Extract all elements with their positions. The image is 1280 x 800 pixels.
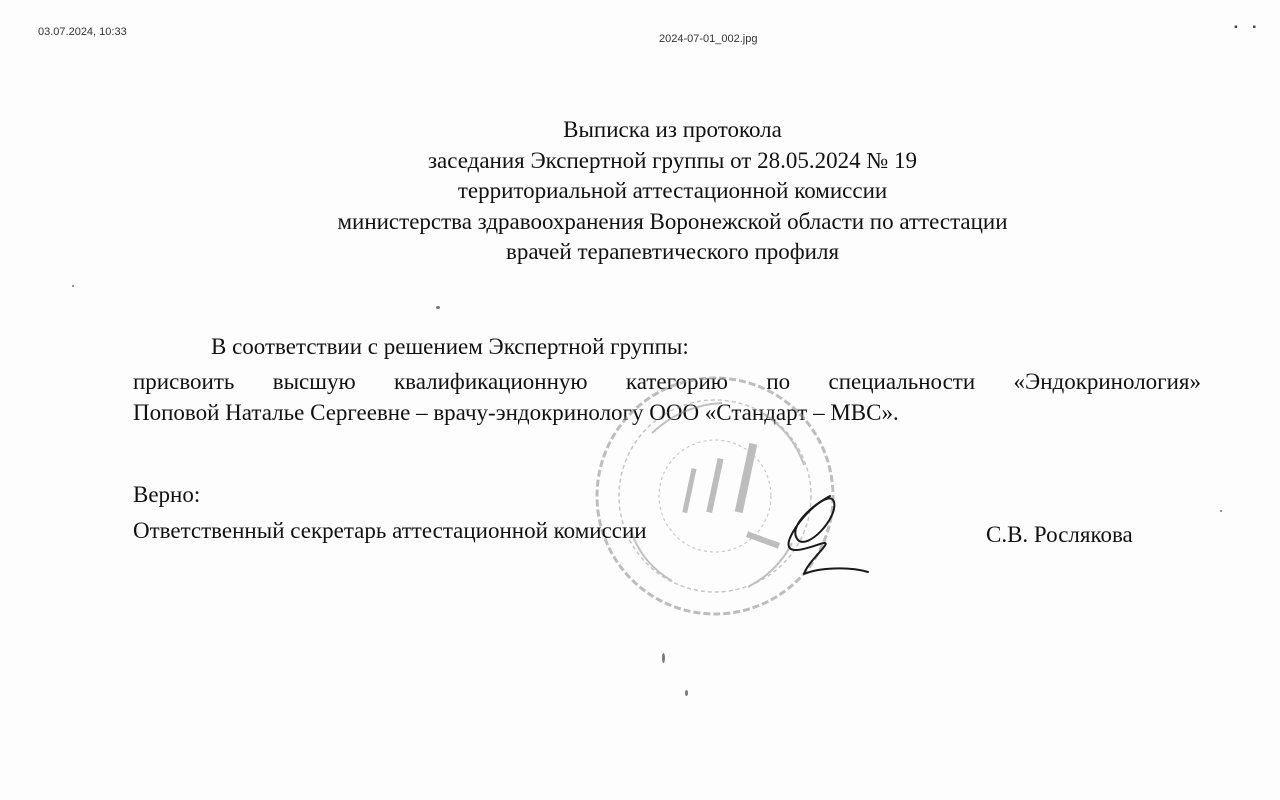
scan-speck xyxy=(685,690,688,696)
decision-line: присвоить высшую квалификационную категорию по специальности «Эндокринология» xyxy=(133,369,1201,394)
title-line: территориальной аттестационной комиссии xyxy=(457,178,888,203)
scan-speck xyxy=(1220,510,1222,512)
scan-speck xyxy=(662,653,665,663)
certified-label: Верно: xyxy=(133,482,201,507)
handwritten-signature-icon xyxy=(768,488,878,588)
title-line: Выписка из протокола xyxy=(563,117,782,142)
title-line: заседания Экспертной группы от 28.05.2024 № 19 xyxy=(427,147,918,173)
title-line: врачей терапевтического профиля xyxy=(505,239,840,264)
intro-paragraph: В соответствии с решением Экспертной группы: xyxy=(211,334,689,359)
title-line: министерства здравоохранения Воронежской области по аттестации xyxy=(337,208,1008,234)
document-title xyxy=(0,115,1280,268)
scan-speck xyxy=(72,285,74,287)
decision-line: Поповой Наталье Сергеевне – врачу-эндокринологу ООО «Стандарт – МВС». xyxy=(133,400,899,425)
secretary-role: Ответственный секретарь аттестационной комиссии xyxy=(133,518,647,543)
print-datetime: 03.07.2024, 10:33 xyxy=(38,26,127,38)
scan-corner-marks: ▪ ▪ xyxy=(1234,22,1262,33)
print-filename: 2024-07-01_002.jpg xyxy=(659,33,758,45)
scan-speck xyxy=(436,306,440,309)
secretary-name: С.В. Рослякова xyxy=(986,522,1133,547)
